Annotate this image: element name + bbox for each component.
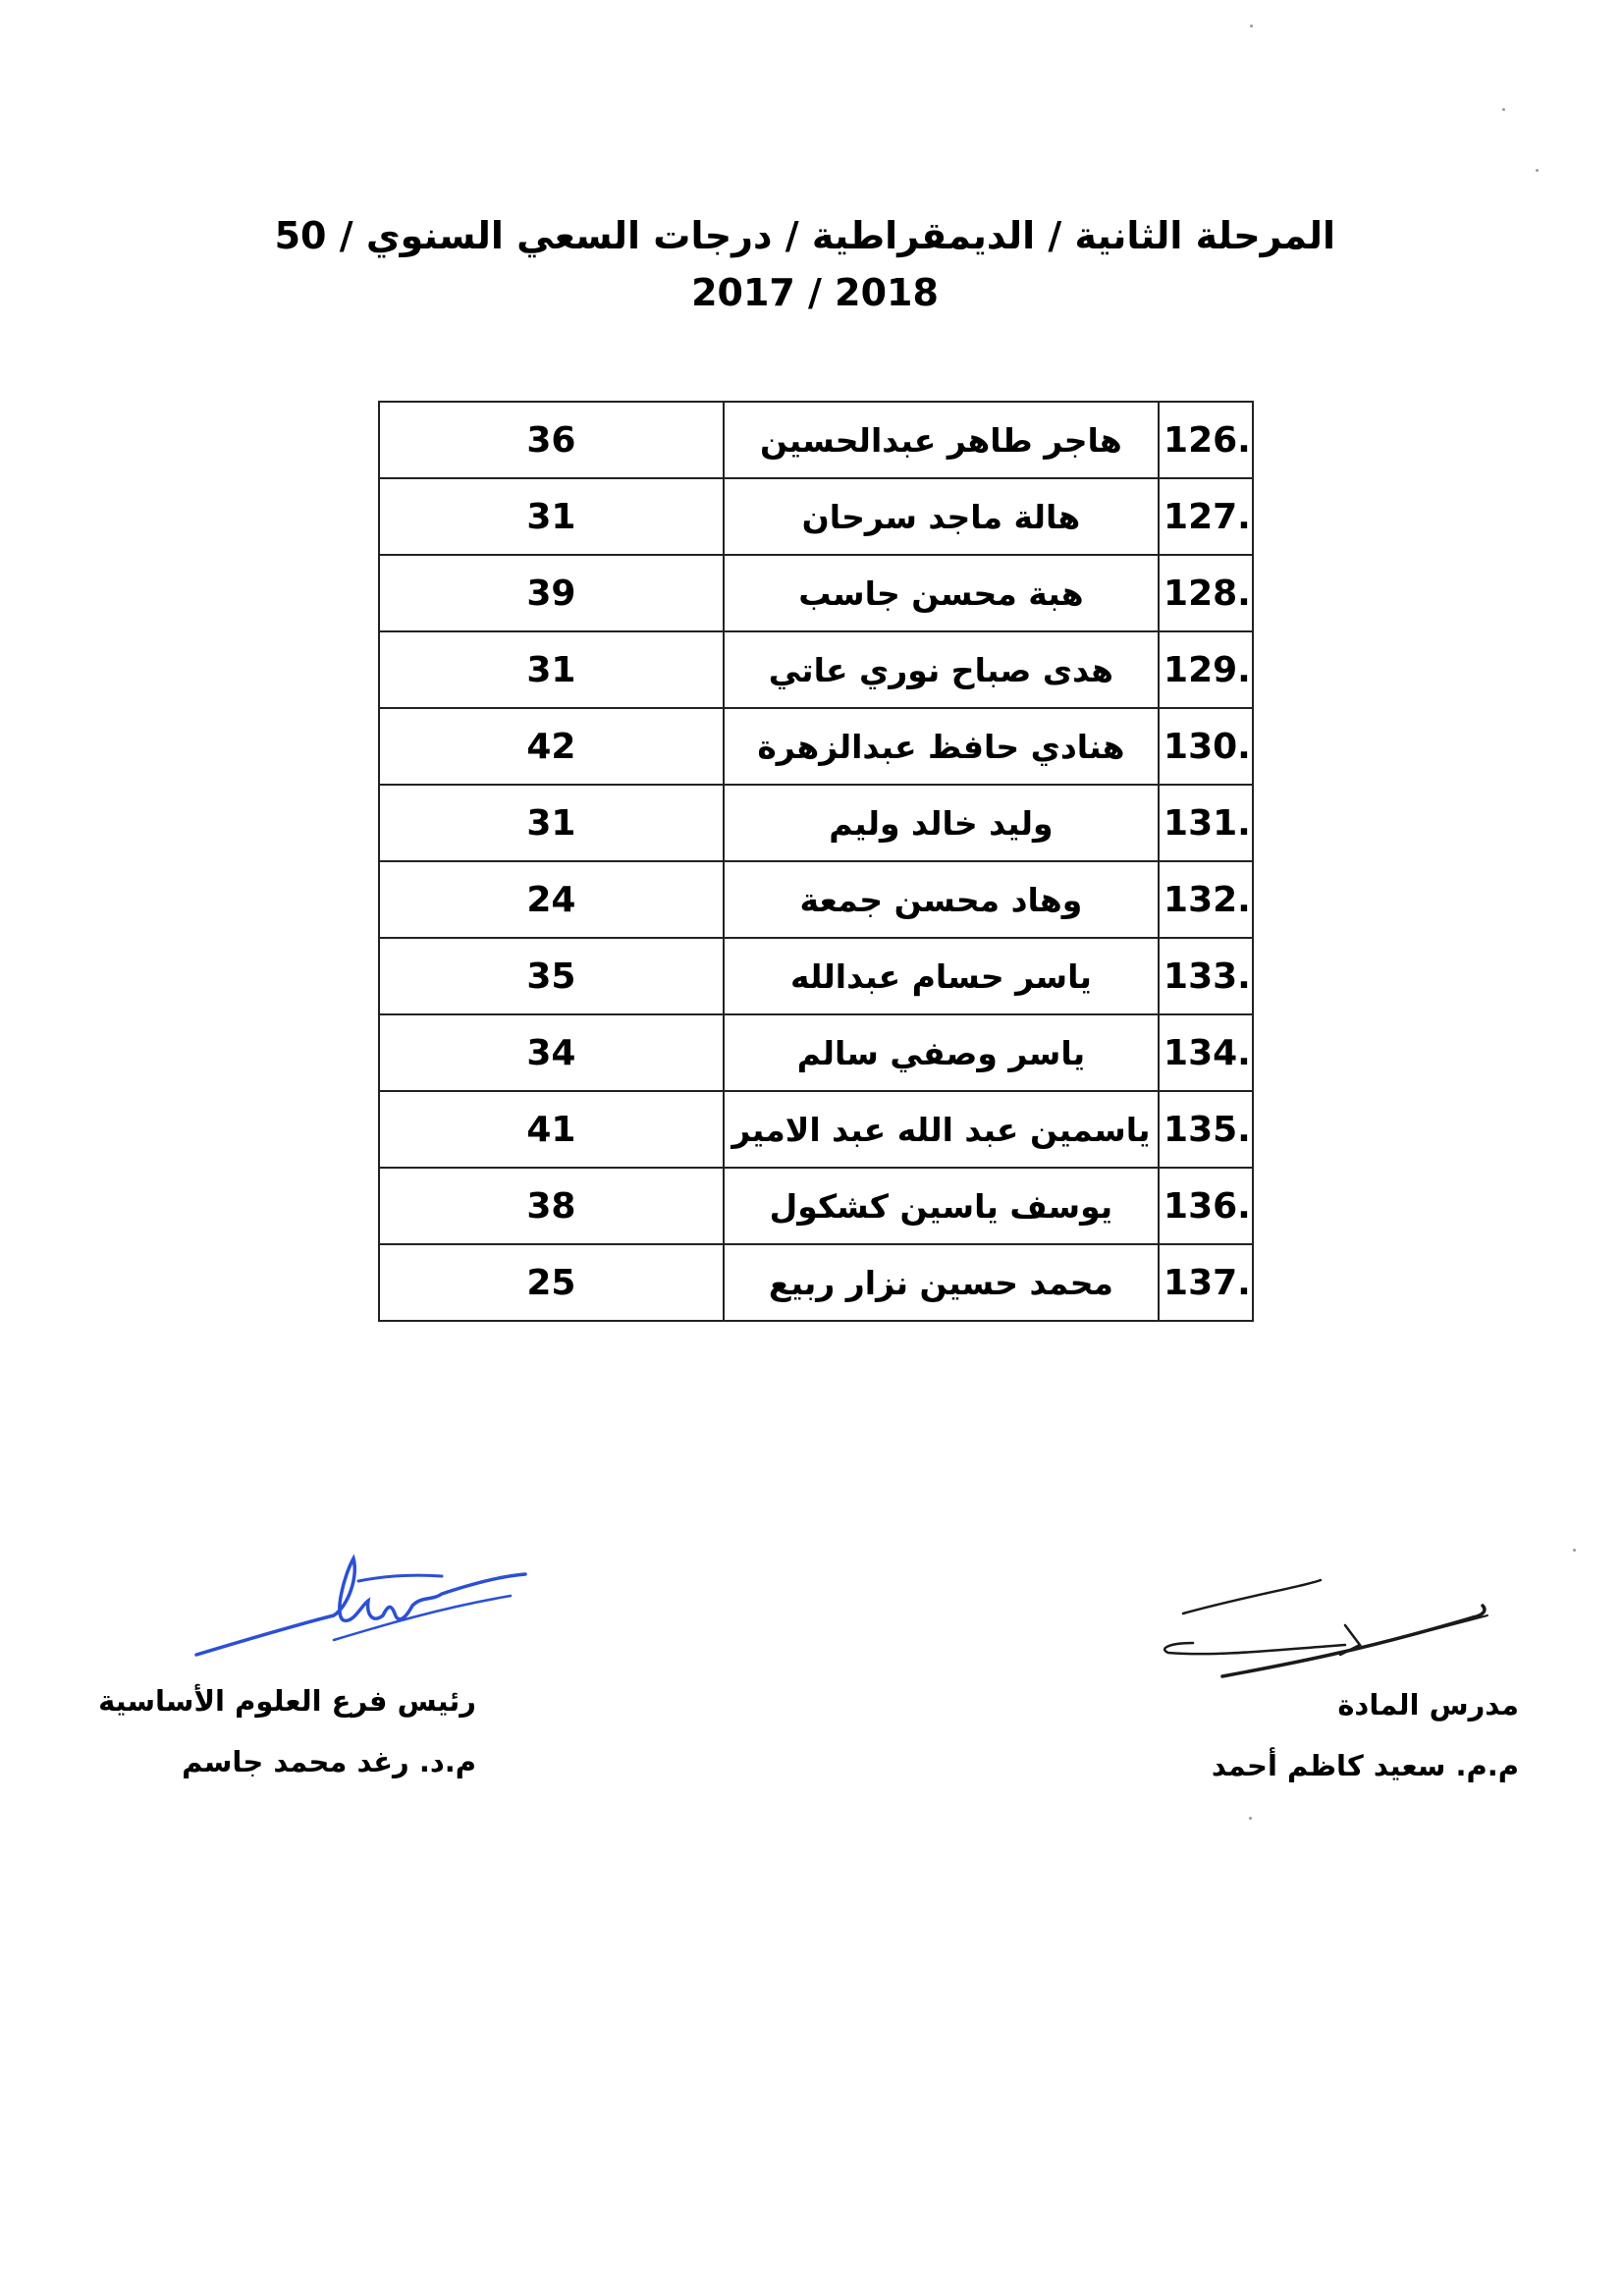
grades-table-body: [379, 402, 1253, 1321]
student-name: هاجر طاهر عبدالحسين: [724, 402, 1159, 478]
table-row: [379, 1014, 1253, 1091]
student-score: 25: [379, 1244, 724, 1321]
student-score: 39: [379, 555, 724, 631]
student-score: 34: [379, 1014, 724, 1091]
table-row: [379, 708, 1253, 785]
row-number: 128.: [1159, 555, 1253, 631]
head-of-department-signature: [98, 1681, 476, 1781]
student-score: 36: [379, 402, 724, 478]
head-role: رئيس فرع العلوم الأساسية: [98, 1684, 476, 1718]
row-number: 131.: [1159, 785, 1253, 861]
teacher-name: م.م. سعيد كاظم أحمد: [1211, 1749, 1519, 1782]
student-name: ياسر حسام عبدالله: [724, 938, 1159, 1014]
document-header: [274, 206, 1335, 320]
row-number: 127.: [1159, 478, 1253, 555]
table-row: [379, 555, 1253, 631]
student-name: يوسف ياسين كشكول: [724, 1168, 1159, 1244]
scan-speck: [1573, 1549, 1576, 1552]
student-name: هبة محسن جاسب: [724, 555, 1159, 631]
table-row: [379, 1168, 1253, 1244]
row-number: 133.: [1159, 938, 1253, 1014]
signature-stroke: [1222, 1606, 1485, 1676]
scan-speck: [1250, 25, 1253, 27]
student-name: هالة ماجد سرحان: [724, 478, 1159, 555]
student-name: وهاد محسن جمعة: [724, 861, 1159, 938]
student-score: 31: [379, 785, 724, 861]
student-name: هدى صباح نوري عاتي: [724, 631, 1159, 708]
signature-stroke: [334, 1596, 511, 1640]
teacher-role: مدرس المادة: [1337, 1688, 1519, 1722]
student-name: ياسر وصفي سالم: [724, 1014, 1159, 1091]
student-score: 35: [379, 938, 724, 1014]
student-score: 31: [379, 631, 724, 708]
table-row: [379, 861, 1253, 938]
table-row: [379, 1244, 1253, 1321]
head-signature-scribble: [187, 1547, 540, 1665]
student-score: 24: [379, 861, 724, 938]
table-row: [379, 478, 1253, 555]
table-row: [379, 1091, 1253, 1168]
head-name: م.د. رغد محمد جاسم: [182, 1745, 476, 1778]
student-name: وليد خالد وليم: [724, 785, 1159, 861]
student-name: ياسمين عبد الله عبد الامير: [724, 1091, 1159, 1168]
signature-stroke: [1183, 1580, 1321, 1613]
table-row: [379, 402, 1253, 478]
row-number: 137.: [1159, 1244, 1253, 1321]
table-row: [379, 938, 1253, 1014]
academic-year: 2017 / 2018: [691, 271, 939, 314]
signature-stroke: [1164, 1643, 1345, 1654]
grades-table: [378, 401, 1254, 1322]
student-score: 31: [379, 478, 724, 555]
student-score: 38: [379, 1168, 724, 1244]
document-title: المرحلة الثانية / الديمقراطية / درجات السعي السنوي / 50: [274, 214, 1335, 257]
signature-stroke: [358, 1575, 442, 1581]
table-row: [379, 785, 1253, 861]
student-score: 42: [379, 708, 724, 785]
table-row: [379, 631, 1253, 708]
teacher-signature-scribble: [1139, 1566, 1532, 1694]
row-number: 135.: [1159, 1091, 1253, 1168]
signature-stroke: [196, 1558, 525, 1655]
scan-speck: [1249, 1817, 1252, 1820]
scan-speck: [1536, 169, 1539, 172]
row-number: 136.: [1159, 1168, 1253, 1244]
student-score: 41: [379, 1091, 724, 1168]
student-name: محمد حسين نزار ربيع: [724, 1244, 1159, 1321]
row-number: 126.: [1159, 402, 1253, 478]
row-number: 129.: [1159, 631, 1253, 708]
student-name: هنادي حافظ عبدالزهرة: [724, 708, 1159, 785]
row-number: 134.: [1159, 1014, 1253, 1091]
row-number: 132.: [1159, 861, 1253, 938]
scan-speck: [1502, 108, 1505, 111]
row-number: 130.: [1159, 708, 1253, 785]
teacher-signature: [1212, 1685, 1519, 1785]
